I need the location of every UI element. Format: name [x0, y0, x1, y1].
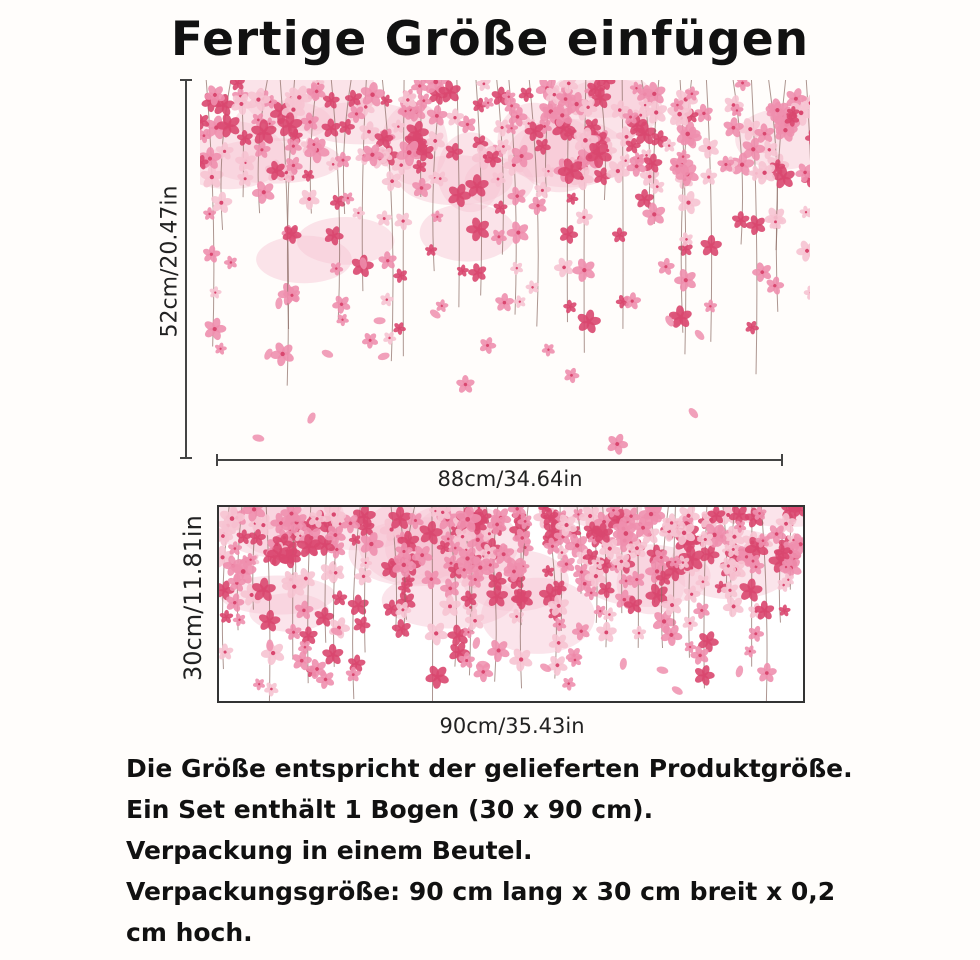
width-label-large: 88cm/34.64in — [437, 467, 583, 491]
description-line-4: Verpackungsgröße: 90 cm lang x 30 cm breit x 0,2 — [126, 877, 836, 906]
description-line-5: cm hoch. — [126, 918, 253, 947]
description-line-3: Verpackung in einem Beutel. — [126, 836, 533, 865]
product-description — [126, 748, 926, 953]
width-ruler-large — [215, 452, 785, 468]
cherry-blossom-artwork-small — [219, 507, 803, 701]
page-title: Fertige Größe einfügen — [170, 12, 810, 67]
height-label-large: 52cm/20.47in — [157, 185, 183, 338]
description-line-1: Die Größe entspricht der gelieferten Produktgröße. — [126, 754, 853, 783]
description-line-2: Ein Set enthält 1 Bogen (30 x 90 cm). — [126, 795, 654, 824]
width-label-small: 90cm/35.43in — [439, 714, 585, 738]
cherry-blossom-artwork-large — [200, 80, 810, 455]
sticker-sheet-small — [217, 505, 805, 703]
height-label-small: 30cm/11.81in — [179, 515, 207, 681]
